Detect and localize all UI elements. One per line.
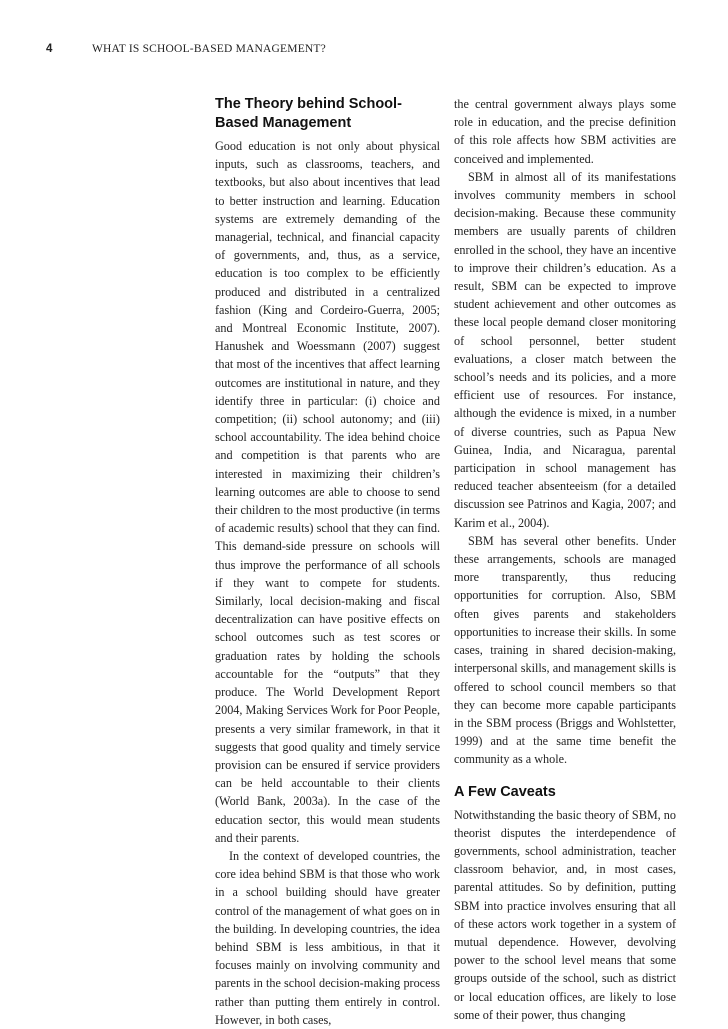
left-column	[215, 95, 440, 1029]
body-paragraph: Good education is not only about physical inputs, such as classrooms, teachers, and textbooks, but also about incentives that lead to better instruction and learning. Education systems are extremely demanding of the managerial, technical, and financial capacity of governments, and, thus, as a service, education is too complex to be efficiently produced and distributed in a centralized fashion (King and Cordeiro-Guerra, 2005; and Montreal Economic Institute, 2007). Hanushek and Woessmann (2007) suggest that most of the incentives that affect learning outcomes are institutional in nature, and they identify three in particular: (i) choice and competition; (ii) school autonomy; and (iii) school accountability. The idea behind choice and competition is that parents who are interested in maximizing their children’s learning outcomes are able to choose to send their children to the most productive (in terms of academic results) school that they can find. This demand-side pressure on schools will thus improve the performance of all schools if they want to compete for students. Similarly, local decision-making and fiscal decentralization can have positive effects on school outcomes such as test scores or graduation rates by holding the schools accountable for the “outputs” that they produce. The World Development Report 2004, Making Services Work for Poor People, presents a very similar framework, in that it suggests that good quality and timely service provision can be ensured if service providers can be held accountable to their clients (World Bank, 2003a). In the case of the education sector, this would mean students and their parents.	[215, 139, 440, 845]
running-head-title: WHAT IS SCHOOL-BASED MANAGEMENT?	[92, 43, 326, 55]
body-paragraph: the central government always plays some role in education, and the precise definition of this role affects how SBM activities are conceived and implemented.	[454, 97, 676, 166]
body-paragraph: SBM in almost all of its manifestations involves community members in school decision-making. Because these community members are usually parents of children enrolled in the school, they have an incentive to improve their children’s education. As a result, SBM can be expected to improve student achievement and other outcomes as these local people demand closer monitoring of school personnel, better student evaluations, a closer match between the school’s needs and its policies, and a more efficient use of resources. For instance, although the evidence is mixed, in a number of diverse countries, such as Papua New Guinea, India, and Nicaragua, parental participation in school management has reduced teacher absenteeism (for a detailed discussion see Patrinos and Kagia, 2007; and Karim et al., 2004).	[454, 169, 676, 530]
section-heading-theory: The Theory behind School-Based Management	[215, 96, 402, 131]
page-number: 4	[46, 43, 53, 55]
right-column	[454, 95, 676, 1024]
body-paragraph: SBM has several other benefits. Under these arrangements, schools are managed more transparently, thus reducing opportunities for corruption. Also, SBM often gives parents and stakeholders opportunities to increase their skills. In some cases, training in shared decision-making, interpersonal skills, and management skills is offered to school council members so that they can become more capable participants in the SBM process (Briggs and Wohlstetter, 1999) and at the same time benefit the community as a whole.	[454, 533, 676, 767]
section-heading-caveats: A Few Caveats	[454, 783, 556, 800]
body-paragraph: Notwithstanding the basic theory of SBM, no theorist disputes the interdependence of governments, school administration, teacher classroom behavior, and, in most cases, parental attitudes. So by definition, putting SBM into practice involves ensuring that all of these actors work together in a system of mutual dependence. However, devolving power to the school level means that some groups outside of the school, such as district or local education offices, are likely to lose some of their power, thus changing	[454, 807, 676, 1022]
body-paragraph: In the context of developed countries, the core idea behind SBM is that those who work in a school building should have greater control of the management of what goes on in the building. In developing countries, the idea behind SBM is less ambitious, in that it focuses mainly on involving community and parents in the school decision-making process rather than putting them entirely in control. However, in both cases,	[215, 848, 440, 1027]
running-head	[46, 43, 688, 59]
